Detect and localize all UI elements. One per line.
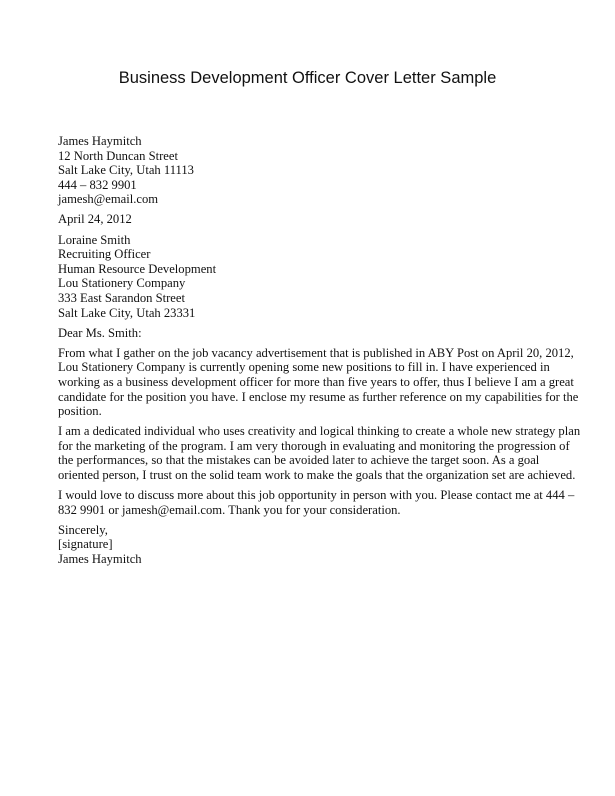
- document-title: Business Development Officer Cover Letter Sample: [118, 69, 497, 87]
- recipient-address: [58, 233, 558, 321]
- sender-city: Salt Lake City, Utah 11113: [58, 163, 194, 178]
- paragraph-line: for the marketing of the program. I am very thorough in evaluating and monitoring the progression of: [58, 438, 570, 453]
- letter-body: [58, 134, 581, 567]
- salutation: Dear Ms. Smith:: [58, 325, 142, 340]
- paragraph-line: position.: [58, 404, 102, 419]
- paragraph-line: candidate for the position you have. I enclose my resume as further reference on my capabilities for the: [58, 389, 579, 404]
- letter-date: April 24, 2012: [58, 212, 132, 227]
- closing: [58, 523, 558, 567]
- sender-address: [58, 134, 558, 207]
- recipient-city: Salt Lake City, Utah 23331: [58, 305, 196, 320]
- recipient-company: Lou Stationery Company: [58, 276, 186, 291]
- recipient-street: 333 East Sarandon Street: [58, 290, 185, 305]
- paragraph-line: I would love to discuss more about this job opportunity in person with you. Please contact me at 444 –: [58, 488, 575, 503]
- sender-phone: 444 – 832 9901: [58, 177, 137, 192]
- paragraph-line: the performances, so that the mistakes can be avoided later to achieve the target soon. As a goal: [58, 453, 540, 468]
- recipient-department: Human Resource Development: [58, 261, 217, 276]
- sender-street: 12 North Duncan Street: [58, 148, 178, 163]
- paragraph-line: oriented person, I trust on the solid team work to make the goals that the organization set are achieved.: [58, 467, 576, 482]
- sender-email: jamesh@email.com: [58, 192, 159, 207]
- paragraph-line: Lou Stationery Company is currently opening some new positions to fill in. I have experienced in: [58, 360, 550, 375]
- recipient-name: Loraine Smith: [58, 232, 131, 247]
- sender-name: James Haymitch: [58, 134, 142, 148]
- paragraph-3: [58, 488, 575, 517]
- paragraph-line: From what I gather on the job vacancy advertisement that is published in ABY Post on April 20, 2012,: [58, 345, 574, 360]
- paragraph-line: 832 9901 or jamesh@email.com. Thank you for your consideration.: [58, 502, 401, 517]
- paragraph-1: [58, 345, 579, 419]
- valediction: Sincerely,: [58, 522, 108, 537]
- signature-placeholder: [signature]: [58, 537, 113, 552]
- recipient-title: Recruiting Officer: [58, 247, 151, 262]
- paragraph-2: [58, 424, 581, 482]
- paragraph-line: I am a dedicated individual who uses creativity and logical thinking to create a whole new strategy plan: [58, 424, 581, 439]
- paragraph-line: working as a business development officer for more than five years to offer, thus I believe I am a great: [58, 374, 574, 389]
- signer-name: James Haymitch: [58, 551, 142, 566]
